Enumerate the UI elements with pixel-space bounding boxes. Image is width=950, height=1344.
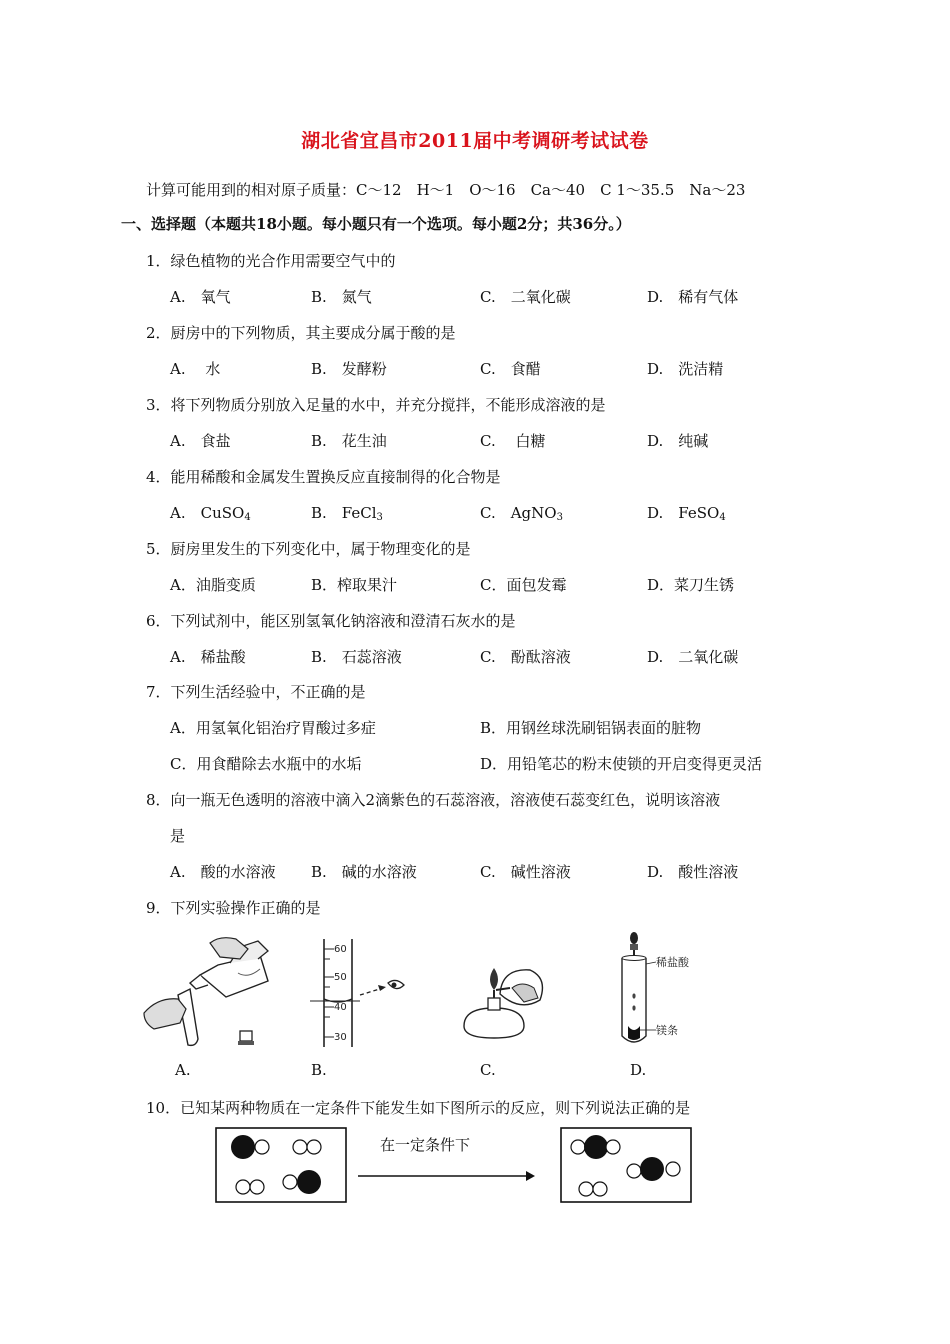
q2-option-b: B. 发酵粉	[311, 360, 387, 378]
figure-a-label: A.	[175, 1061, 191, 1079]
q1-option-c: C. 二氧化碳	[480, 288, 571, 306]
tick-60: 60	[334, 944, 347, 955]
q6-option-a: A. 稀盐酸	[170, 648, 246, 666]
question-2-stem: 2．厨房中的下列物质，其主要成分属于酸的是	[146, 324, 456, 342]
figure-a-pouring	[140, 935, 275, 1053]
q6-option-c: C. 酚酞溶液	[480, 648, 571, 666]
question-10-stem: 10．已知某两种物质在一定条件下能发生如下图所示的反应，则下列说法正确的是	[146, 1099, 691, 1117]
question-4-stem: 4．能用稀酸和金属发生置换反应直接制得的化合物是	[146, 468, 501, 486]
figure-b-cylinder	[300, 935, 410, 1050]
figure-b-label: B.	[311, 1061, 327, 1079]
q3-option-b: B. 花生油	[311, 432, 387, 450]
q2-option-a: A. 水	[170, 360, 221, 378]
question-5-stem: 5．厨房里发生的下列变化中，属于物理变化的是	[146, 540, 471, 558]
products-box	[560, 1127, 692, 1203]
question-8-stem: 8．向一瓶无色透明的溶液中滴入2滴紫色的石蕊溶液，溶液使石蕊变红色，说明该溶液	[146, 791, 721, 809]
q1-option-d: D. 稀有气体	[647, 288, 739, 306]
q1-option-b: B. 氮气	[311, 288, 372, 306]
question-9-stem: 9．下列实验操作正确的是	[146, 899, 321, 917]
reaction-condition: 在一定条件下	[380, 1136, 471, 1154]
q8-option-d: D. 酸性溶液	[647, 863, 739, 881]
question-1-stem: 1．绿色植物的光合作用需要空气中的	[146, 252, 396, 270]
question-3-stem: 3．将下列物质分别放入足量的水中，并充分搅拌，不能形成溶液的是	[146, 396, 606, 414]
figure-c-label: C.	[480, 1061, 496, 1079]
q6-option-d: D. 二氧化碳	[647, 648, 739, 666]
q3-option-a: A. 食盐	[170, 432, 231, 450]
section-heading: 一、选择题（本题共18小题。每小题只有一个选项。每小题2分；共36分。）	[121, 215, 631, 233]
label-magnesium: 镁条	[656, 1024, 678, 1037]
q4-option-c: C. AgNO$_3$	[480, 504, 563, 523]
q2-option-c: C. 食醋	[480, 360, 541, 378]
tick-50: 50	[334, 972, 347, 983]
q5-option-c: C．面包发霉	[480, 576, 567, 594]
atomic-masses: 计算可能用到的相对原子质量：C～12 H～1 O～16 Ca～40 C 1～35.5 Na～23	[146, 181, 746, 199]
question-6-stem: 6．下列试剂中，能区别氢氧化钠溶液和澄清石灰水的是	[146, 612, 516, 630]
q7-option-b: B．用钢丝球洗刷铝锅表面的脏物	[480, 719, 702, 737]
q4-option-b: B. FeCl$_3$	[311, 504, 383, 523]
reaction-arrow-icon	[358, 1168, 536, 1184]
q8-option-c: C. 碱性溶液	[480, 863, 571, 881]
tick-40: 40	[334, 1002, 347, 1013]
figure-c-alcohol-lamp	[450, 960, 550, 1050]
label-dilute-hcl: 稀盐酸	[656, 956, 689, 969]
reactants-box	[215, 1127, 347, 1203]
q8-option-b: B. 碱的水溶液	[311, 863, 417, 881]
question-7-stem: 7．下列生活经验中，不正确的是	[146, 683, 366, 701]
q4-option-d: D. FeSO$_4$	[647, 504, 726, 523]
q7-option-d: D．用铅笔芯的粉末使锁的开启变得更灵活	[480, 755, 763, 773]
q5-option-b: B．榨取果汁	[311, 576, 398, 594]
q3-option-d: D. 纯碱	[647, 432, 709, 450]
q4-option-a: A. CuSO$_4$	[170, 504, 251, 523]
exam-title: 湖北省宜昌市2011届中考调研考试试卷	[301, 130, 649, 152]
q3-option-c: C. 白糖	[480, 432, 546, 450]
q8-option-a: A. 酸的水溶液	[170, 863, 276, 881]
q5-option-d: D．菜刀生锈	[647, 576, 735, 594]
q2-option-d: D. 洗洁精	[647, 360, 724, 378]
q1-option-a: A. 氧气	[170, 288, 231, 306]
tick-30: 30	[334, 1032, 347, 1043]
q6-option-b: B. 石蕊溶液	[311, 648, 402, 666]
question-8-stem-cont: 是	[170, 827, 186, 845]
q7-option-a: A．用氢氧化铝治疗胃酸过多症	[170, 719, 376, 737]
q5-option-a: A．油脂变质	[170, 576, 256, 594]
q7-option-c: C．用食醋除去水瓶中的水垢	[170, 755, 362, 773]
figure-d-label: D.	[630, 1061, 647, 1079]
figure-d-dropper	[610, 930, 720, 1050]
